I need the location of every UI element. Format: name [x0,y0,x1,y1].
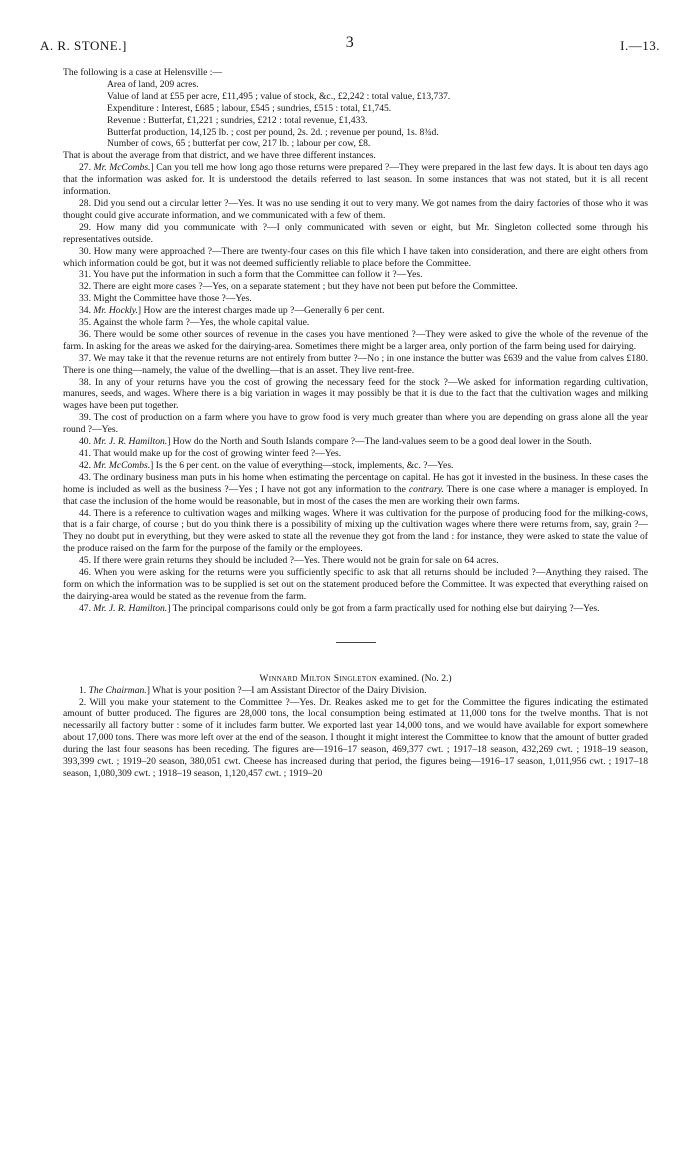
witness-name: Winnard Milton Singleton [259,672,377,684]
case-expenditure: Expenditure : Interest, £685 ; labour, £545 ; sundries, £515 : total, £1,745. [107,102,392,114]
speaker-name: Mr. McCombs. [93,162,151,174]
speaker-name: Mr. Hockly. [93,305,138,317]
case-area: Area of land, 209 acres. [107,78,199,90]
speaker-name: Mr. McCombs. [93,459,151,471]
case-intro: The following is a case at Helensville :— [63,67,223,78]
question-43: 43. The ordinary business man puts in his home when estimating the percentage on capital. He has got it invested in the business. In these cases the home is included as well as the business ?—Yes ; I have not got any information to the contrary. There is one case where a manager is employed. In that case the inclusion of the home would be reasonable, but in most of the cases the men are working their own farms. [63,471,648,507]
question-42: 42. Mr. McCombs.] Is the 6 per cent. on the value of everything—stock, implements, &c. ?—Yes. [79,459,454,471]
question-30: 30. How many were approached ?—There are twenty-four cases on this file which I have taken into consideration, and there are eight others from which information could be got, but it was not deemed sufficiently reliable to place before the Committee. [63,245,648,269]
question-39: 39. The cost of production on a farm where you have to grow food is very much greater than where you are depending on grass alone all the year round ?—Yes. [63,412,648,436]
question-34: 34. Mr. Hockly.] How are the interest charges made up ?—Generally 6 per cent. [79,305,385,317]
case-closing: That is about the average from that district, and we have three different instances. [63,150,376,162]
question-38: 38. In any of your returns have you the cost of growing the necessary feed for the stock ?—We asked for information regarding cultivation, manures, seeds, and wages. Where there is a big variation in wages it may possibly be that it is due to the fact that the cultivation wages and milking wages have been put together. [63,376,648,412]
question-28: 28. Did you send out a circular letter ?—Yes. It was no use sending it out to very many. We got names from the dairy factories of those who it was thought could give accurate information, and we communicated with a few of them. [63,197,648,221]
question-44: 44. There is a reference to cultivation wages and milking wages. Where it was cultivation for the purpose of producing food for the milking-cows, that is a fair charge, of course ; but do you think there is a possibility of mixing up the cultivation wages where there were returns from, say, grain ?—They no doubt put in everything, but they were asked to state all the revenue they got from the land : for instance, they were asked to state the value of the produce raised on the farm for the purpose of the family or the employees. [63,507,648,555]
question-33: 33. Might the Committee have those ?—Yes. [79,293,252,305]
case-butterfat: Butterfat production, 14,125 lb. ; cost per pound, 2s. 2d. ; revenue per pound, 1s. 8¾d. [107,126,439,138]
question-37: 37. We may take it that the revenue returns are not entirely from butter ?—No ; in one instance the butter was £639 and the value from calves £180. There is one thing—namely, the value of the dwelling—that is an asset. They live rent-free. [63,352,648,376]
question-45: 45. If there were grain returns they should be included ?—Yes. There would not be grain for sale on 64 acres. [79,555,499,567]
speaker-name: Mr. J. R. Hamilton. [93,436,168,448]
singleton-question-1: 1. The Chairman.] What is your position ?—I am Assistant Director of the Dairy Division. [79,684,427,696]
section-heading: Winnard Milton Singleton examined. (No. 2.) [259,672,452,684]
section-divider [336,642,376,643]
running-header [40,34,660,58]
question-32: 32. There are eight more cases ?—Yes, on a separate statement ; but they have not been put before the Committee. [79,281,518,293]
singleton-question-2: 2. Will you make your statement to the Committee ?—Yes. Dr. Reakes asked me to get for the Committee the figures indicating the estimated amount of butter produced. The figures are 28,000 tons, the local consumption being estimated at 11,000 tons for the twelve months. That is not necessarily all factory butter : some of it includes farm butter. We exported last year 14,000 tons, and we would have available for export somewhere about 17,000 tons. There was more left over at the end of the season. I thought it might interest the Committee to know that the amount of butter graded during the last four seasons has been receding. The figures are—1916–17 season, 469,377 cwt. ; 1917–18 season, 432,269 cwt. ; 1918–19 season, 393,399 cwt. ; 1919–20 season, 380,051 cwt. Cheese has increased during that period, the figures being—1916–17 season, 1,011,956 cwt. ; 1917–18 season, 1,080,309 cwt. ; 1918–19 season, 1,120,457 cwt. ; 1919–20 [63,696,648,779]
question-47: 47. Mr. J. R. Hamilton.] The principal comparisons could only be got from a farm practically used for nothing else but dairying ?—Yes. [79,602,600,614]
case-value: Value of land at £55 per acre, £11,495 ; value of stock, &c., £2,242 : total value, £13,737. [107,90,451,102]
page-number: 3 [345,34,355,51]
question-29: 29. How many did you communicate with ?—I only communicated with seven or eight, but Mr. Singleton collected some through his representatives outside. [63,221,648,245]
question-36: 36. There would be some other sources of revenue in the cases you have mentioned ?—They were asked to give the whole of the revenue of the farm. In asking for the areas we asked for the dairying-area. Sometimes there might be a larger area, only portion of the farm being used for dairying. [63,328,648,352]
question-35: 35. Against the whole farm ?—Yes, the whole capital value. [79,317,310,329]
speaker-name: Mr. J. R. Hamilton. [93,602,168,614]
question-46: 46. When you were asking for the returns were you sufficiently specific to ask that all returns should be included ?—Anything they raised. The form on which the information was to be supplied is set out on the statement produced before the Committee. It was expected that everything raised on the dairying-area would be stated as the revenue from the farm. [63,567,648,602]
question-40: 40. Mr. J. R. Hamilton.] How do the North and South Islands compare ?—The land-values seem to be a good deal lower in the South. [79,436,592,448]
header-reference: I.—13. [620,38,660,53]
question-27: 27. Mr. McCombs.] Can you tell me how long ago those returns were prepared ?—They were prepared in the last few days. It is about ten days ago that the information was asked for. It is understood the details referred to last season. In some instances that was not stated, but it is all recent information. [63,162,648,198]
speaker-name: The Chairman. [88,684,147,696]
case-cows: Number of cows, 65 ; butterfat per cow, 217 lb. ; labour per cow, £8. [107,138,371,150]
case-revenue: Revenue : Butterfat, £1,221 ; sundries, £212 : total revenue, £1,433. [107,114,368,126]
question-31: 31. You have put the information in such a form that the Committee can follow it ?—Yes. [79,269,423,281]
question-41: 41. That would make up for the cost of growing winter feed ?—Yes. [79,448,342,459]
header-author: A. R. STONE.] [40,38,127,53]
document-body [63,67,648,780]
